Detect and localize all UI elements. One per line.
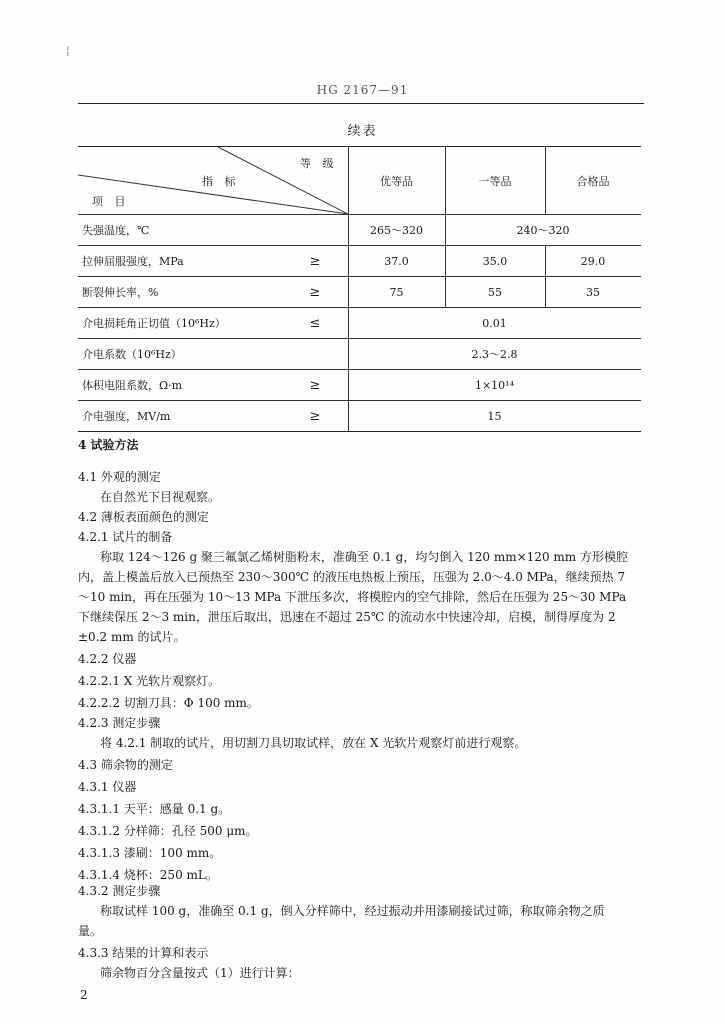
standard-number: HG 2167—91 bbox=[316, 83, 409, 97]
paragraph: 在自然光下目视观察。 bbox=[100, 490, 221, 504]
section-heading: 4.3 筛余物的测定 bbox=[78, 758, 173, 772]
scan-mark: ¦ bbox=[66, 44, 70, 57]
paragraph-line: 内，盖上模盖后放入已预热至 230～300℃ 的液压电热板上预压，压强为 2.0～4.0 MPa，继续预热 7 bbox=[78, 570, 626, 584]
section-heading: 4.2.2 仪器 bbox=[78, 652, 137, 666]
row-value-all: 0.01 bbox=[482, 316, 507, 330]
table-row bbox=[78, 370, 641, 401]
row-item: 介电系数（10⁶Hz） bbox=[82, 348, 182, 361]
row-item: 拉伸屈服强度，MPa bbox=[82, 255, 184, 268]
list-item: 4.3.1.4 烧杯：250 mL。 bbox=[78, 868, 218, 882]
row-symbol: ≥ bbox=[309, 377, 321, 393]
header-index-label: 指 标 bbox=[202, 175, 240, 188]
list-item: 4.3.1.2 分样筛：孔径 500 μm。 bbox=[78, 824, 258, 838]
paragraph-line: 下继续保压 2～3 min，泄压后取出，迅速在不超过 25℃ 的流动水中快速冷却，启模，制得厚度为 2 bbox=[78, 610, 616, 624]
page-number: 2 bbox=[80, 988, 88, 1002]
table-row bbox=[78, 308, 641, 339]
header-grade-label: 等 级 bbox=[300, 157, 338, 170]
row-symbol: ≥ bbox=[309, 284, 321, 300]
header-item-label: 项 目 bbox=[92, 195, 130, 208]
section-heading: 4.2.1 试片的制备 bbox=[78, 530, 173, 544]
grade-first: 一等品 bbox=[478, 174, 512, 188]
section-heading: 4.3.3 结果的计算和表示 bbox=[78, 946, 209, 960]
grade-premium: 优等品 bbox=[380, 174, 413, 188]
row-item: 失强温度，℃ bbox=[82, 224, 150, 237]
row-value-all: 2.3～2.8 bbox=[471, 348, 518, 361]
row-value-premium: 265～320 bbox=[370, 224, 423, 237]
section-heading: 4.3.2 测定步骤 bbox=[78, 884, 161, 898]
list-item: 4.3.1.1 天平：感量 0.1 g。 bbox=[78, 802, 231, 816]
row-value-first: 55 bbox=[488, 285, 502, 299]
section-heading: 4 试验方法 bbox=[78, 438, 139, 452]
row-symbol: ≥ bbox=[309, 253, 321, 269]
row-item: 断裂伸长率，% bbox=[82, 286, 159, 299]
list-item: 4.2.2.2 切割刀具：Φ 100 mm。 bbox=[78, 696, 259, 710]
row-item: 体积电阻系数，Ω·m bbox=[82, 379, 183, 392]
row-value-merged: 240～320 bbox=[516, 224, 570, 237]
table-row bbox=[78, 277, 641, 308]
row-value-premium: 37.0 bbox=[384, 254, 409, 268]
row-item: 介电强度，MV/m bbox=[82, 410, 171, 423]
row-value-qualified: 29.0 bbox=[580, 254, 606, 268]
paragraph-line: 称取 124～126 g 聚三氟氯乙烯树脂粉末，准确至 0.1 g，均匀倒入 120 mm×120 mm 方形模腔 bbox=[100, 550, 628, 564]
section-heading: 4.2 薄板表面颜色的测定 bbox=[78, 510, 209, 524]
header-rule bbox=[78, 103, 644, 104]
list-item: 4.2.2.1 X 光软片观察灯。 bbox=[78, 674, 221, 688]
row-value-all: 1×10¹⁴ bbox=[474, 378, 515, 392]
paragraph: 将 4.2.1 制取的试片，用切割刀具切取试样，放在 X 光软片观察灯前进行观察。 bbox=[100, 736, 527, 750]
paragraph-line: 量。 bbox=[78, 924, 103, 938]
row-value-first: 35.0 bbox=[482, 254, 508, 268]
grade-qualified: 合格品 bbox=[576, 174, 610, 188]
row-item: 介电损耗角正切值（10⁶Hz） bbox=[82, 317, 226, 330]
section-heading: 4.1 外观的测定 bbox=[78, 470, 161, 484]
spec-table bbox=[78, 146, 641, 432]
table-row bbox=[78, 215, 641, 246]
table-row bbox=[78, 339, 641, 370]
table-caption: 续表 bbox=[347, 124, 378, 139]
row-value-premium: 75 bbox=[389, 285, 404, 299]
paragraph: 筛余物百分含量按式（1）进行计算： bbox=[100, 966, 300, 980]
section-heading: 4.2.3 测定步骤 bbox=[78, 716, 161, 730]
table-row bbox=[78, 401, 641, 432]
section-heading: 4.3.1 仪器 bbox=[78, 780, 137, 794]
paragraph-line: 称取试样 100 g，准确至 0.1 g，倒入分样筛中，经过振动并用漆刷接试过筛，称取筛余物之质 bbox=[100, 904, 605, 918]
paragraph-line: ±0.2 mm 的试片。 bbox=[78, 630, 186, 644]
table-row bbox=[78, 246, 641, 277]
paragraph-line: ～10 min，再在压强为 10～13 MPa 下泄压多次，将模腔内的空气排除，然后在压强为 25～30 MPa bbox=[78, 590, 627, 604]
row-symbol: ≤ bbox=[309, 315, 321, 331]
list-item: 4.3.1.3 漆刷：100 mm。 bbox=[78, 846, 222, 860]
table-header-row bbox=[78, 146, 641, 215]
row-value-all: 15 bbox=[487, 409, 502, 423]
row-value-qualified: 35 bbox=[586, 285, 600, 299]
row-symbol: ≥ bbox=[309, 408, 321, 424]
